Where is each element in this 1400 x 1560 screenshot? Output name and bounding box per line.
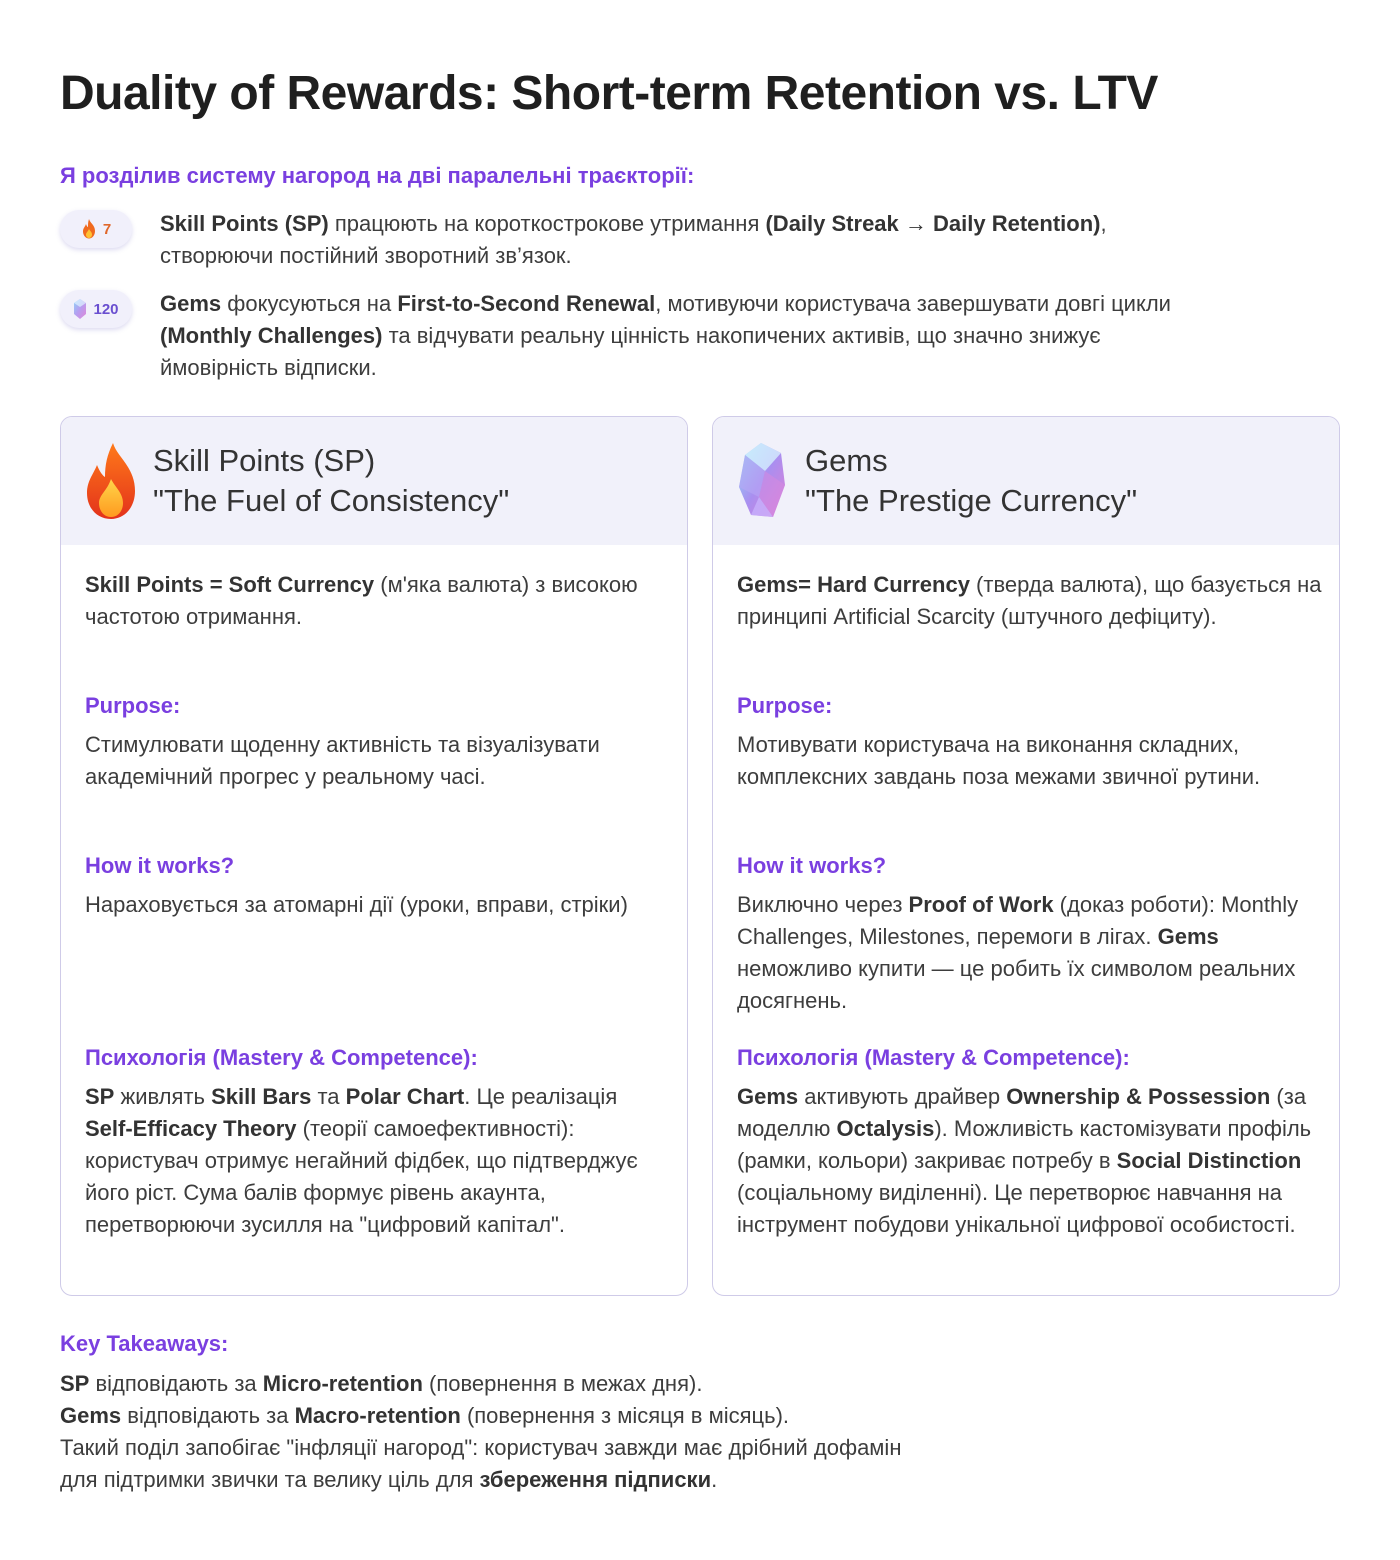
gems-purpose-text: Мотивувати користувача на виконання складних, комплексних завдань поза межами звичної рутини. <box>737 732 1261 789</box>
sp-badge-count: 7 <box>102 220 112 238</box>
sp-psychology-heading: Психологія (Mastery & Competence): <box>85 1045 478 1070</box>
intro-heading: Я розділив систему нагород на дві паралельні траєкторії: <box>60 163 695 188</box>
gems-card-subtitle: "The Prestige Currency" <box>805 483 1138 518</box>
gems-badge <box>60 290 132 328</box>
fire-icon <box>81 219 97 239</box>
gems-card-title: Gems <box>805 443 888 478</box>
sp-purpose-heading: Purpose: <box>85 693 181 718</box>
sp-card <box>60 416 688 1296</box>
intro-gems-row <box>60 288 1220 384</box>
takeaway-line-2: Gems відповідають за Macro-retention (повернення з місяця в місяць). <box>60 1403 790 1428</box>
sp-purpose-text: Стимулювати щоденну активність та візуалізувати академічний прогрес у реальному часі. <box>85 732 600 789</box>
gems-how-text: Виключно через Proof of Work (доказ роботи): Monthly Challenges, Milestones, перемоги в лігах. Gems неможливо купити — це робить їх символом реальних досягнень. <box>737 892 1299 1013</box>
intro-gems-text: Gems фокусуються на First-to-Second Renewal, мотивуючи користувача завершувати довгі цикли (Monthly Challenges) та відчувати реальну цінність накопичених активів, що значно знижує ймовірність відписки. <box>160 291 1171 380</box>
intro-sp-text: Skill Points (SP) працюють на короткострокове утримання (Daily Streak → Daily Retention), створюючи постійний зворотний зв’язок. <box>160 211 1107 268</box>
takeaway-line-3: Такий поділ запобігає "інфляції нагород": користувач завжди має дрібний дофамін <box>60 1435 902 1460</box>
sp-card-header <box>61 417 687 545</box>
gem-icon <box>73 299 87 319</box>
takeaway-line-1: SP відповідають за Micro-retention (повернення в межах дня). <box>60 1371 703 1396</box>
takeaways-heading: Key Takeaways: <box>60 1331 229 1356</box>
sp-how-text: Нараховується за атомарні дії (уроки, вправи, стріки) <box>85 892 628 917</box>
sp-psychology-text: SP живлять Skill Bars та Polar Chart. Це реалізація Self-Efficacy Theory (теорії самоефективності): користувач отримує негайний фідбек, що підтверджує його ріст. Сума балів формує рівень акаунта, перетворюючи зусилля на "цифровий капітал". <box>85 1084 638 1237</box>
gems-how-heading: How it works? <box>737 853 887 878</box>
sp-card-title: Skill Points (SP) <box>153 443 376 478</box>
gems-definition: Gems= Hard Currency (тверда валюта), що базується на принципі Artificial Scarcity (штучного дефіциту). <box>737 572 1322 629</box>
intro-sp-row <box>60 208 1220 272</box>
page-title: Duality of Rewards: Short-term Retention vs. LTV <box>60 67 1158 120</box>
gems-card-header <box>713 417 1339 545</box>
gem-icon <box>735 441 791 521</box>
gems-card <box>712 416 1340 1296</box>
gems-psychology-heading: Психологія (Mastery & Competence): <box>737 1045 1130 1070</box>
sp-badge <box>60 210 132 248</box>
gems-purpose-heading: Purpose: <box>737 693 833 718</box>
sp-card-subtitle: "The Fuel of Consistency" <box>153 483 510 518</box>
fire-icon <box>83 441 139 521</box>
takeaway-line-4: для підтримки звички та велику ціль для збереження підписки. <box>60 1467 718 1492</box>
gems-badge-count: 120 <box>93 300 119 318</box>
gems-psychology-text: Gems активують драйвер Ownership & Possession (за моделлю Octalysis). Можливість кастомізувати профіль (рамки, кольори) закриває потребу в Social Distinction (соціальному виділенні). Це перетворює навчання на інструмент побудови унікальної цифрової особистості. <box>737 1084 1312 1237</box>
sp-definition: Skill Points = Soft Currency (м'яка валюта) з високою частотою отримання. <box>85 572 638 629</box>
sp-how-heading: How it works? <box>85 853 235 878</box>
